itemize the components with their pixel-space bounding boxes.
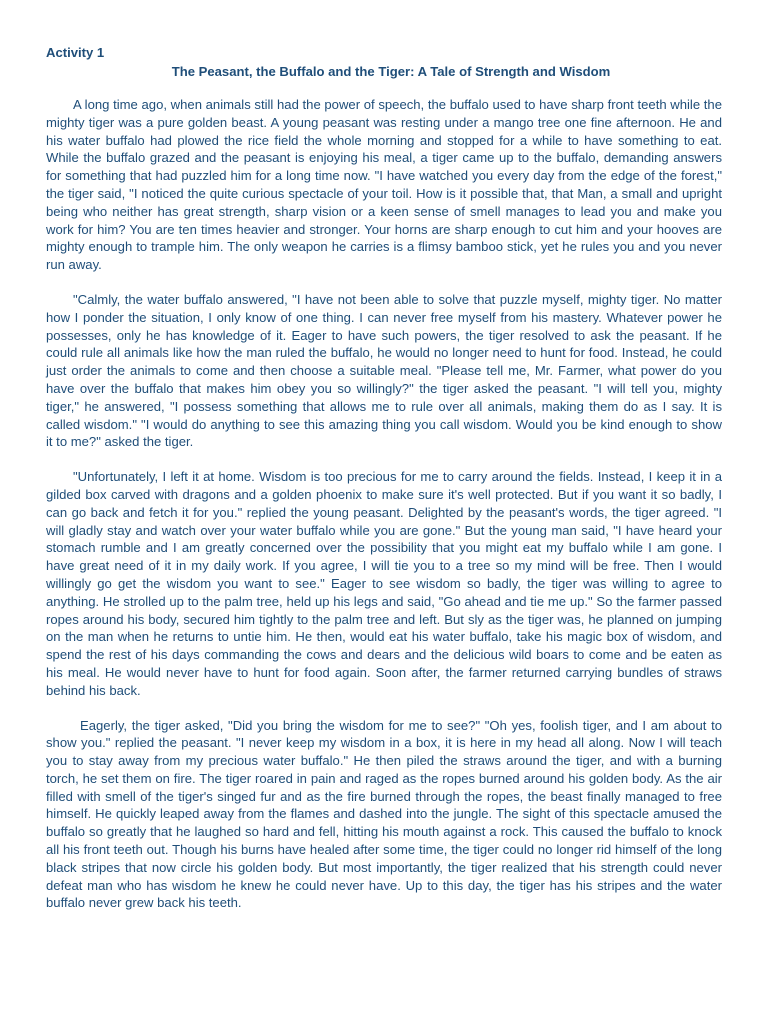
story-paragraph-1: A long time ago, when animals still had the power of speech, the buffalo used to have sharp front teeth while the mighty tiger was a pure golden beast. A young peasant was resting under a mango tree one fine afternoon. He and his water buffalo had plowed the rice field the whole morning and stopped for a while to have something to eat. While the buffalo grazed and the peasant is enjoying his meal, a tiger came up to the buffalo, demanding answers for something that had puzzled him for a long time now. "I have watched you every day from the edge of the forest," the tiger said, "I noticed the quite curious spectacle of your toil. How is it possible that, that Man, a small and upright being who neither has great strength, sharp vision or a keen sense of smell manages to lead you and make you work for him? You are ten times heavier and stronger. Your horns are sharp enough to cut him and your hooves are mighty enough to trample him. The only weapon he carries is a flimsy bamboo stick, yet he rules you and you never run away. [46,97,722,273]
story-title: The Peasant, the Buffalo and the Tiger: A Tale of Strength and Wisdom [171,64,611,79]
story-paragraph-4: Eagerly, the tiger asked, "Did you bring the wisdom for me to see?" "Oh yes, foolish tiger, and I am about to show you." replied the peasant. "I never keep my wisdom in a box, it is here in my head all along. Now I will teach you to stay away from my precious water buffalo." He then piled the straws around the tiger, and with a burning torch, he set them on fire. The tiger roared in pain and raged as the ropes burned around his golden body. As the air filled with smell of the tiger's singed fur and as the fire burned through the ropes, the beast finally managed to free himself. He quickly leaped away from the flames and dashed into the jungle. The sight of this spectacle amused the buffalo so greatly that he laughed so hard and fell, hitting his mouth against a rock. This caused the buffalo to knock all his front teeth out. Though his burns have healed after some time, the tiger could no longer rid himself of the long black stripes that now circle his golden body. But most importantly, the tiger realized that his strength could never defeat man who has wisdom he knew he could never have. Up to this day, the tiger has his stripes and the water buffalo never grew back his teeth. [46,717,722,911]
story-paragraph-2: "Calmly, the water buffalo answered, "I have not been able to solve that puzzle myself, mighty tiger. No matter how I ponder the situation, I only know of one thing. I can never free myself from his mastery. Whatever power he possesses, only he has knowledge of it. Eager to have such powers, the tiger resolved to ask the peasant. If he could rule all animals like how the man ruled the buffalo, he would no longer need to hunt for food. Instead, he could just order the animals to come and then choose a suitable meal. "Please tell me, Mr. Farmer, what power do you have over the buffalo that makes him obey you so willingly?" the tiger asked the peasant. "I will tell you, mighty tiger," he answered, "I possess something that allows me to rule over all animals, making them do as I say. It is called wisdom." "I would do anything to see this amazing thing you call wisdom. Would you be kind enough to show it to me?" asked the tiger. [46,291,722,450]
document-page [46,44,722,912]
story-paragraph-3: "Unfortunately, I left it at home. Wisdom is too precious for me to carry around the fields. Instead, I keep it in a gilded box carved with dragons and a golden phoenix to make sure it's well protected. But if you want it so badly, I can go back and fetch it for you." replied the young peasant. Delighted by the peasant's words, the tiger agreed. "I will gladly stay and watch over your water buffalo while you are gone." But the young man said, "I have heard your stomach rumble and I am greatly concerned over the possibility that you might eat my buffalo while I am gone. I have great need of it in my daily work. If you agree, I will tie you to a tree so my mind will be free. Then I would willingly go get the wisdom you want to see." Eager to see wisdom so badly, the tiger was willing to agree to anything. He strolled up to the palm tree, held up his legs and said, "Go ahead and tie me up." So the farmer passed ropes around his body, secured him tightly to the palm tree and left. But sly as the tiger was, he planned on jumping on the man when he returns to untie him. He then, would eat his water buffalo, take his magic box of wisdom, and spend the rest of his days commanding the cows and dears and the delicious wild boars to come and be eaten as his meal. He would never have to hunt for food again. Soon after, the farmer returned carrying bundles of straws behind his back. [46,469,722,698]
activity-label: Activity 1 [46,45,105,60]
